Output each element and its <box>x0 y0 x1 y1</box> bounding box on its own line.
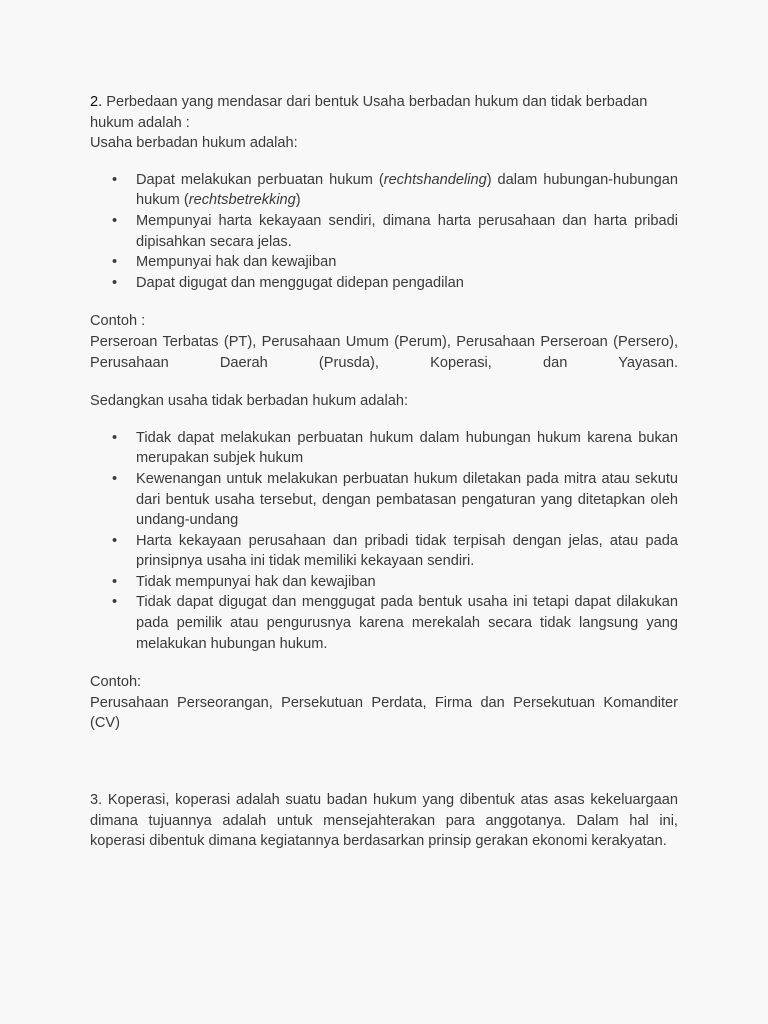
list-item: • Tidak dapat digugat dan menggugat pada bentuk usaha ini tetapi dapat dilakukan pada pemilik atau pengurusnya karena merekalah secara tidak langsung yang melakukan hubungan hukum. <box>90 592 678 654</box>
example-label: Contoh : <box>90 313 146 330</box>
list-item: • Harta kekayaan perusahaan dan pribadi tidak terpisah dengan jelas, atau pada prinsipnya usaha ini tidak memiliki kekayaan sendiri. <box>90 531 678 572</box>
list-item: • Mempunyai harta kekayaan sendiri, dimana harta perusahaan dan harta pribadi dipisahkan secara jelas. <box>90 211 678 252</box>
example-label-2: Contoh: <box>90 674 142 691</box>
italic-term: rechtsbetrekking <box>188 192 296 209</box>
list-item-text: ) <box>295 192 301 209</box>
list-item: • Dapat digugat dan menggugat didepan pengadilan <box>90 273 678 294</box>
section-intro: Usaha berbadan hukum adalah: <box>90 135 298 152</box>
list-item-text: Dapat melakukan perbuatan hukum ( <box>136 171 384 188</box>
italic-term: rechtshandeling <box>383 171 487 188</box>
example-text-2: Perusahaan Perseorangan, Persekutuan Perdata, Firma dan Persekutuan Komanditer (CV) <box>90 694 678 732</box>
section-3-paragraph: 3. Koperasi, koperasi adalah suatu badan hukum yang dibentuk atas asas kekeluargaan dimana tujuannya adalah untuk mensejahterakan para anggotanya. Dalam hal ini, koperasi dibentuk dimana kegiatannya berdasarkan prinsip gerakan ekonomi kerakyatan. <box>90 792 678 850</box>
list-item <box>90 170 678 211</box>
list-item: • Mempunyai hak dan kewajiban <box>90 252 678 273</box>
section-2-heading <box>90 92 678 133</box>
section-heading-text: Perbedaan yang mendasar dari bentuk Usaha berbadan hukum dan tidak berbadan hukum adalah : <box>90 94 648 131</box>
list-item: • Tidak dapat melakukan perbuatan hukum dalam hubungan hukum karena bukan merupakan subjek hukum <box>90 428 678 469</box>
list-item-text: ) dalam hubungan-hubungan hukum ( <box>136 171 678 209</box>
non-legal-entity-list <box>90 428 678 655</box>
section-number: 2. <box>90 94 103 110</box>
list-item: • Tidak mempunyai hak dan kewajiban <box>90 572 678 593</box>
section-intro-2: Sedangkan usaha tidak berbadan hukum adalah: <box>90 393 409 410</box>
list-item: • Kewenangan untuk melakukan perbuatan hukum diletakan pada mitra atau sekutu dari bentuk usaha tersebut, dengan pembatasan pengaturan yang ditetapkan oleh undang-undang <box>90 469 678 531</box>
legal-entity-list <box>90 170 678 294</box>
example-text: Perseroan Terbatas (PT), Perusahaan Umum (Perum), Perusahaan Perseroan (Persero), Perusahaan Daerah (Prusda), Koperasi, dan Yayasan. <box>90 333 678 371</box>
